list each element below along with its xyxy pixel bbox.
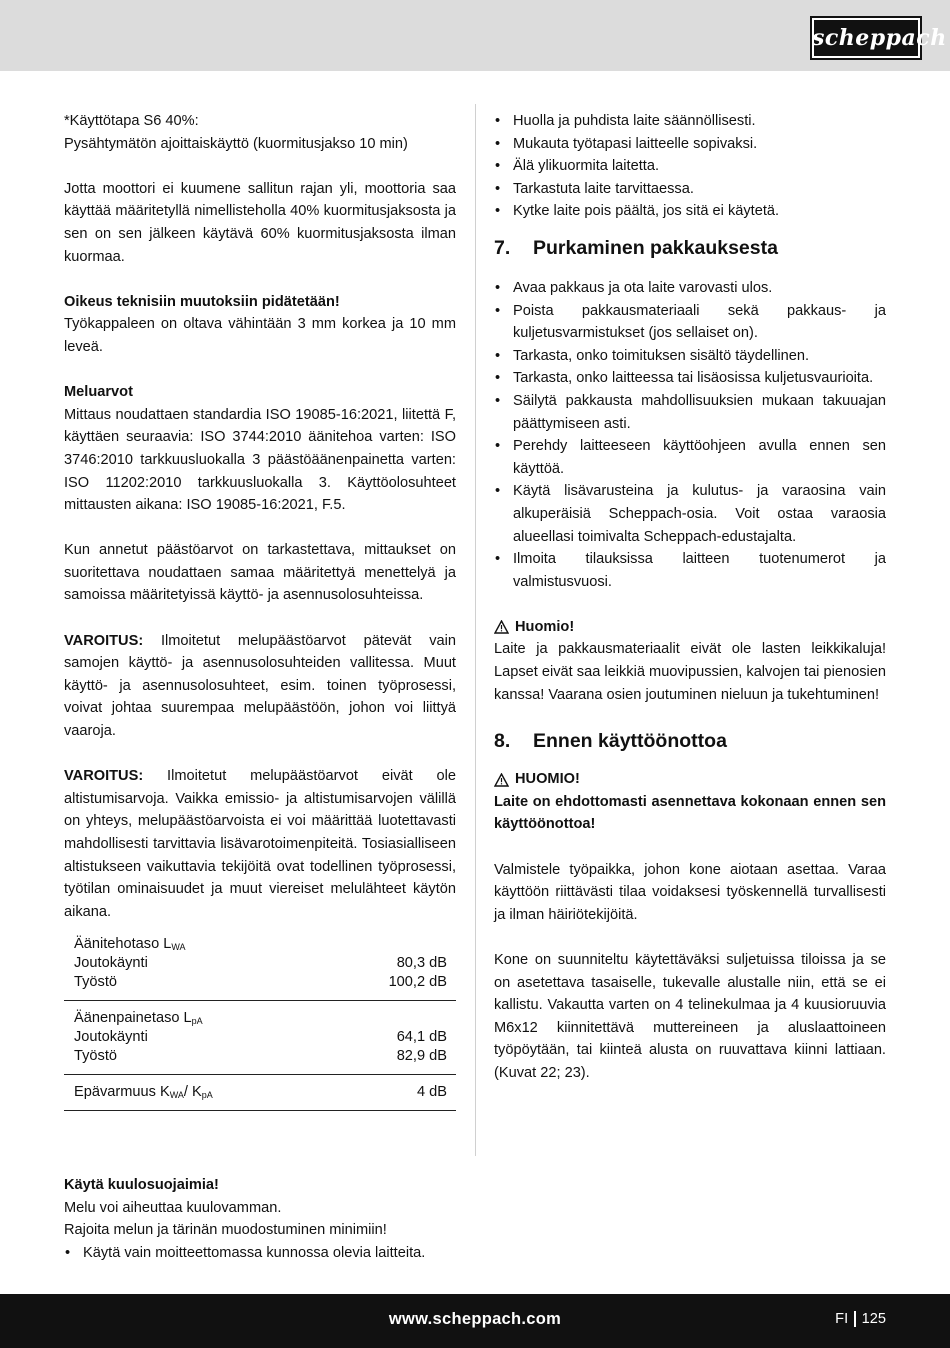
caution-heading (494, 768, 886, 791)
list-item: • Kytke laite pois päältä, jos sitä ei käytetä. (494, 200, 886, 223)
noise-table (64, 927, 456, 1111)
section-number: 7. (494, 236, 511, 259)
list-item: • Älä ylikuormita laitetta. (494, 155, 886, 178)
table-value: 64,1 dB (396, 1029, 447, 1046)
installation-paragraph: Kone on suunniteltu käytettäväksi suljetuissa tiloissa ja se on asetettava tasaiselle, tukevalle alustalle niin, että se ei kallistu. Vakautta varten on 4 telinekulmaa ja 4 kuusioruuvia M6x12 kiinnitettävä muttereineen ja aluslaattoineen työpöytään, tai kiinteä alusta on ruuvattava kiinni lattiaan. (Kuvat 22; 23). (494, 952, 886, 1081)
list-item: • Avaa pakkaus ja ota laite varovasti ulos. (494, 277, 886, 300)
noise-values-heading: Meluarvot (64, 384, 133, 401)
warning-triangle-icon (494, 620, 509, 634)
section-7-heading (494, 233, 886, 263)
list-item: • Mukauta työtapasi laitteelle sopivaksi. (494, 133, 886, 156)
right-column (494, 110, 886, 1085)
measurement-paragraph: Mittaus noudattaen standardia ISO 19085-16:2021, liitettä F, käyttäen seuraavia: ISO 3744:2010 äänitehoa varten: ISO 3746:2010 tarkkuusluokalla 3 päästöäänenpainetta varten: ISO 11202:2010 tarkkuusluokalla 3. Käyttöolosuhteet mittausten aikana: ISO 19085-16:2021, F.5. (64, 406, 456, 514)
caution-label: Huomio! (515, 618, 575, 635)
brand-logo: scheppach (810, 16, 922, 60)
emission-check-paragraph: Kun annetut päästöarvot on tarkastettava, mittaukset on suoritettava noudattaen samaa määritettyä menettelyä ja samoissa määritetyissä käyttö- ja asennusolosuhteissa. (64, 542, 456, 604)
left-column (64, 110, 456, 1111)
list-item: • Perehdy laitteeseen käyttöohjeen avulla ennen sen käyttöä. (494, 435, 886, 480)
warning-paragraph-2 (64, 765, 456, 923)
hearing-line: Rajoita melun ja tärinän muodostuminen minimiin! (64, 1222, 387, 1239)
warning-label: VAROITUS: (64, 632, 144, 649)
section-number: 8. (494, 730, 511, 753)
duty-mode-line: *Käyttötapa S6 40%: (64, 113, 199, 129)
table-cell: Joutokäynti (74, 955, 148, 972)
list-item: • Käytä vain moitteettomassa kunnossa olevia laitteita. (64, 1242, 456, 1265)
table-value: 82,9 dB (396, 1048, 447, 1065)
column-divider (475, 104, 476, 1156)
caution-heading (494, 616, 886, 639)
uncertainty-label: Epävarmuus $K_{WA}/$ $K_{pA}$ (74, 1084, 213, 1101)
motor-paragraph: Jotta moottori ei kuumene sallitun rajan yli, moottoria saa käyttää määritetyllä nimellisteholla 40% kuormitusjaksosta ja sen on sen jälkeen käytävä 60% kuormitusjaksosta ilman kuormaa. (64, 180, 456, 265)
list-item: • Ilmoita tilauksissa laitteen tuotenumerot ja valmistusvuosi. (494, 548, 886, 593)
list-item: • Poista pakkausmateriaali sekä pakkaus- ja kuljetusvarmistukset (jos sellaiset on). (494, 300, 886, 345)
tech-changes-heading: Oikeus teknisiin muutoksiin pidätetään! (64, 293, 340, 310)
hearing-list (64, 1242, 456, 1265)
warning-text: Ilmoitetut melupäästöarvot eivät ole altistumisarvoja. Vaikka emissio- ja altistumisarvojen välillä on yhteys, melupäästöarvoista ei voi määrittää luotettavasti mahdollisesti tarvittavia lisävarotoimenpiteitä. Tosiasialliseen altistukseen vaikuttavia tekijöitä ovat todellinen työprosessi, työtilan ominaisuudet ja muut viereiset melulähteet käytön aikana. (64, 768, 456, 920)
header-bar (0, 0, 950, 71)
hearing-heading: Käytä kuulosuojaimia! (64, 1177, 219, 1193)
list-item: • Tarkasta, onko laitteessa tai lisäosissa kuljetusvaurioita. (494, 367, 886, 390)
assembly-required-text: Laite on ehdottomasti asennettava kokonaan ennen sen käyttöönottoa! (494, 793, 886, 833)
list-item: • Käytä lisävarusteina ja kulutus- ja varaosina vain alkuperäisiä Scheppach-osia. Voit ostaa varaosia alueellasi toimivalta Scheppach-edustajalta. (494, 480, 886, 548)
separator (854, 1311, 856, 1327)
section-title: Ennen käyttöönottoa (533, 730, 727, 753)
table-value: 4 dB (416, 1084, 447, 1101)
duty-mode-desc: Pysähtymätön ajoittaiskäyttö (kuormitusjakso 10 min) (64, 135, 408, 152)
table-cell: Joutokäynti (74, 1029, 148, 1046)
footer-bar (0, 1294, 950, 1348)
list-item: • Säilytä pakkausta mahdollisuuksien mukaan takuuajan päättymiseen asti. (494, 390, 886, 435)
caution-text: Laite ja pakkausmateriaalit eivät ole lasten leikkikaluja! Lapset eivät saa leikkiä muovipussien, kalvojen tai pienosien kanssa! Vaarana osien joutuminen nieluun ja tukehtuminen! (494, 641, 886, 703)
workplace-paragraph: Valmistele työpaikka, johon kone aiotaan asettaa. Varaa käyttöön riittävästi tilaa voidaksesi työskennellä turvallisesti ja ilman häiriötekijöitä. (494, 861, 886, 923)
section-title: Purkaminen pakkauksesta (533, 236, 778, 259)
caution-label: HUOMIO! (515, 771, 580, 788)
warning-triangle-icon (494, 773, 509, 787)
sound-pressure-label: Äänenpainetaso $L_{pA}$ (74, 1010, 203, 1027)
workpiece-paragraph: Työkappaleen on oltava vähintään 3 mm korkea ja 10 mm leveä. (64, 316, 456, 355)
warning-paragraph-1 (64, 630, 456, 743)
warning-text: Ilmoitetut melupäästöarvot pätevät vain samojen käyttö- ja asennusolosuhteiden vallitessa. Muut käyttö- ja asennusolosuhteet, esim. toinen työprosessi, voivat johtaa suurempaa melupäästöön, johon voi liittyä vaaroja. (64, 632, 456, 740)
table-cell: Työstö (74, 974, 117, 991)
list-item: • Huolla ja puhdista laite säännöllisesti. (494, 110, 886, 133)
warning-label: VAROITUS: (64, 768, 144, 785)
unpacking-list (494, 277, 886, 593)
table-value: 100,2 dB (388, 974, 447, 991)
list-item: • Tarkastuta laite tarvittaessa. (494, 178, 886, 201)
maintenance-list (494, 110, 886, 223)
section-8-heading (494, 726, 886, 756)
hearing-protection-block (64, 1174, 456, 1264)
page-indicator (835, 1309, 886, 1329)
table-value: 80,3 dB (396, 955, 447, 972)
language-code: FI (835, 1311, 849, 1327)
list-item: • Tarkasta, onko toimituksen sisältö täydellinen. (494, 345, 886, 368)
table-cell: Työstö (74, 1048, 117, 1065)
page-number: 125 (861, 1311, 886, 1327)
hearing-line: Melu voi aiheuttaa kuulovamman. (64, 1199, 282, 1216)
sound-power-label: Äänitehotaso $L_{WA}$ (74, 936, 186, 953)
website-link[interactable]: www.scheppach.com (388, 1310, 562, 1328)
